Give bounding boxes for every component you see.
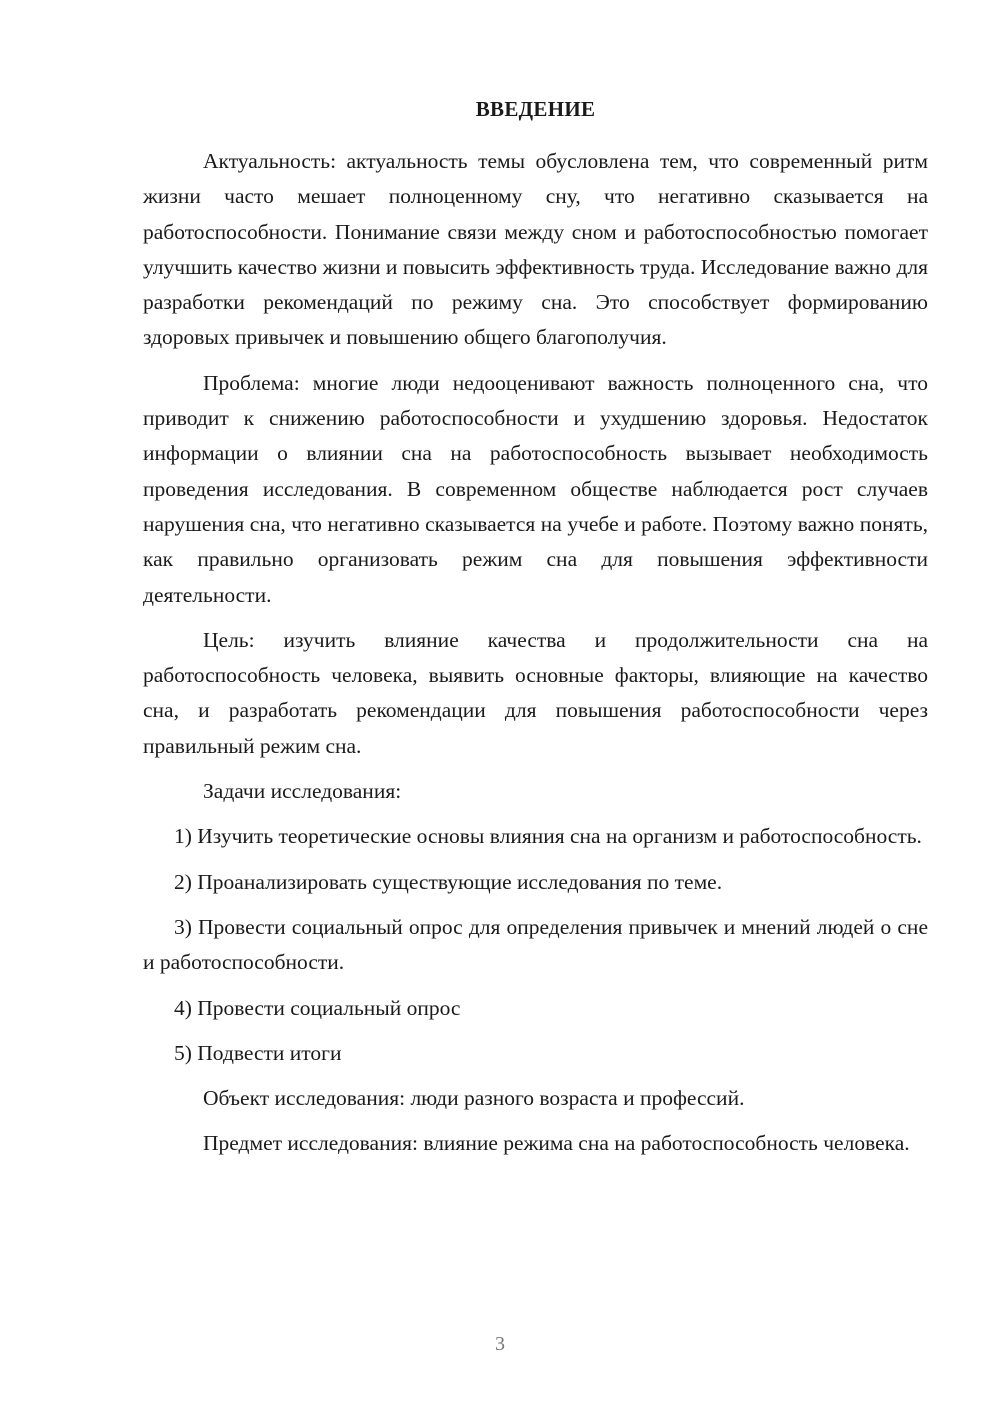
subject-paragraph: Предмет исследования: влияние режима сна на работоспособность человека. [203, 1131, 910, 1156]
problem-paragraph: Проблема: многие люди недооценивают важность полноценного сна, что приводит к снижению работоспособности и ухудшению здоровья. Недостаток информации о влиянии сна на работоспособность вызывает необходимость проведения исследования. В современном обществе наблюдается рост случаев нарушения сна, что негативно сказывается на учебе и работе. Поэтому важно понять, как правильно организовать режим сна для повышения эффективности деятельности. [143, 370, 928, 607]
object-paragraph: Объект исследования: люди разного возраста и профессий. [203, 1086, 745, 1111]
tasks-heading: Задачи исследования: [203, 779, 402, 804]
task-item: 3) Провести социальный опрос для определения привычек и мнений людей о сне и работоспособности. [143, 914, 928, 975]
task-item: 4) Провести социальный опрос [174, 995, 461, 1020]
task-item: 1) Изучить теоретические основы влияния сна на организм и работоспособность. [174, 824, 922, 849]
page-title: ВВЕДЕНИЕ [475, 97, 596, 121]
goal-paragraph: Цель: изучить влияние качества и продолжительности сна на работоспособность человека, выявить основные факторы, влияющие на качество сна, и разработать рекомендации для повышения работоспособности через правильный режим сна. [143, 627, 928, 758]
tasks-list [143, 819, 928, 1071]
task-item: 2) Проанализировать существующие исследования по теме. [174, 869, 723, 894]
page-number: 3 [495, 1333, 505, 1355]
task-item: 5) Подвести итоги [174, 1040, 342, 1065]
document-page [143, 92, 928, 1172]
relevance-paragraph: Актуальность: актуальность темы обусловлена тем, что современный ритм жизни часто мешает полноценному сну, что негативно сказывается на работоспособности. Понимание связи между сном и работоспособностью помогает улучшить качество жизни и повысить эффективность труда. Исследование важно для разработки рекомендаций по режиму сна. Это способствует формированию здоровых привычек и повышению общего благополучия. [143, 149, 928, 350]
